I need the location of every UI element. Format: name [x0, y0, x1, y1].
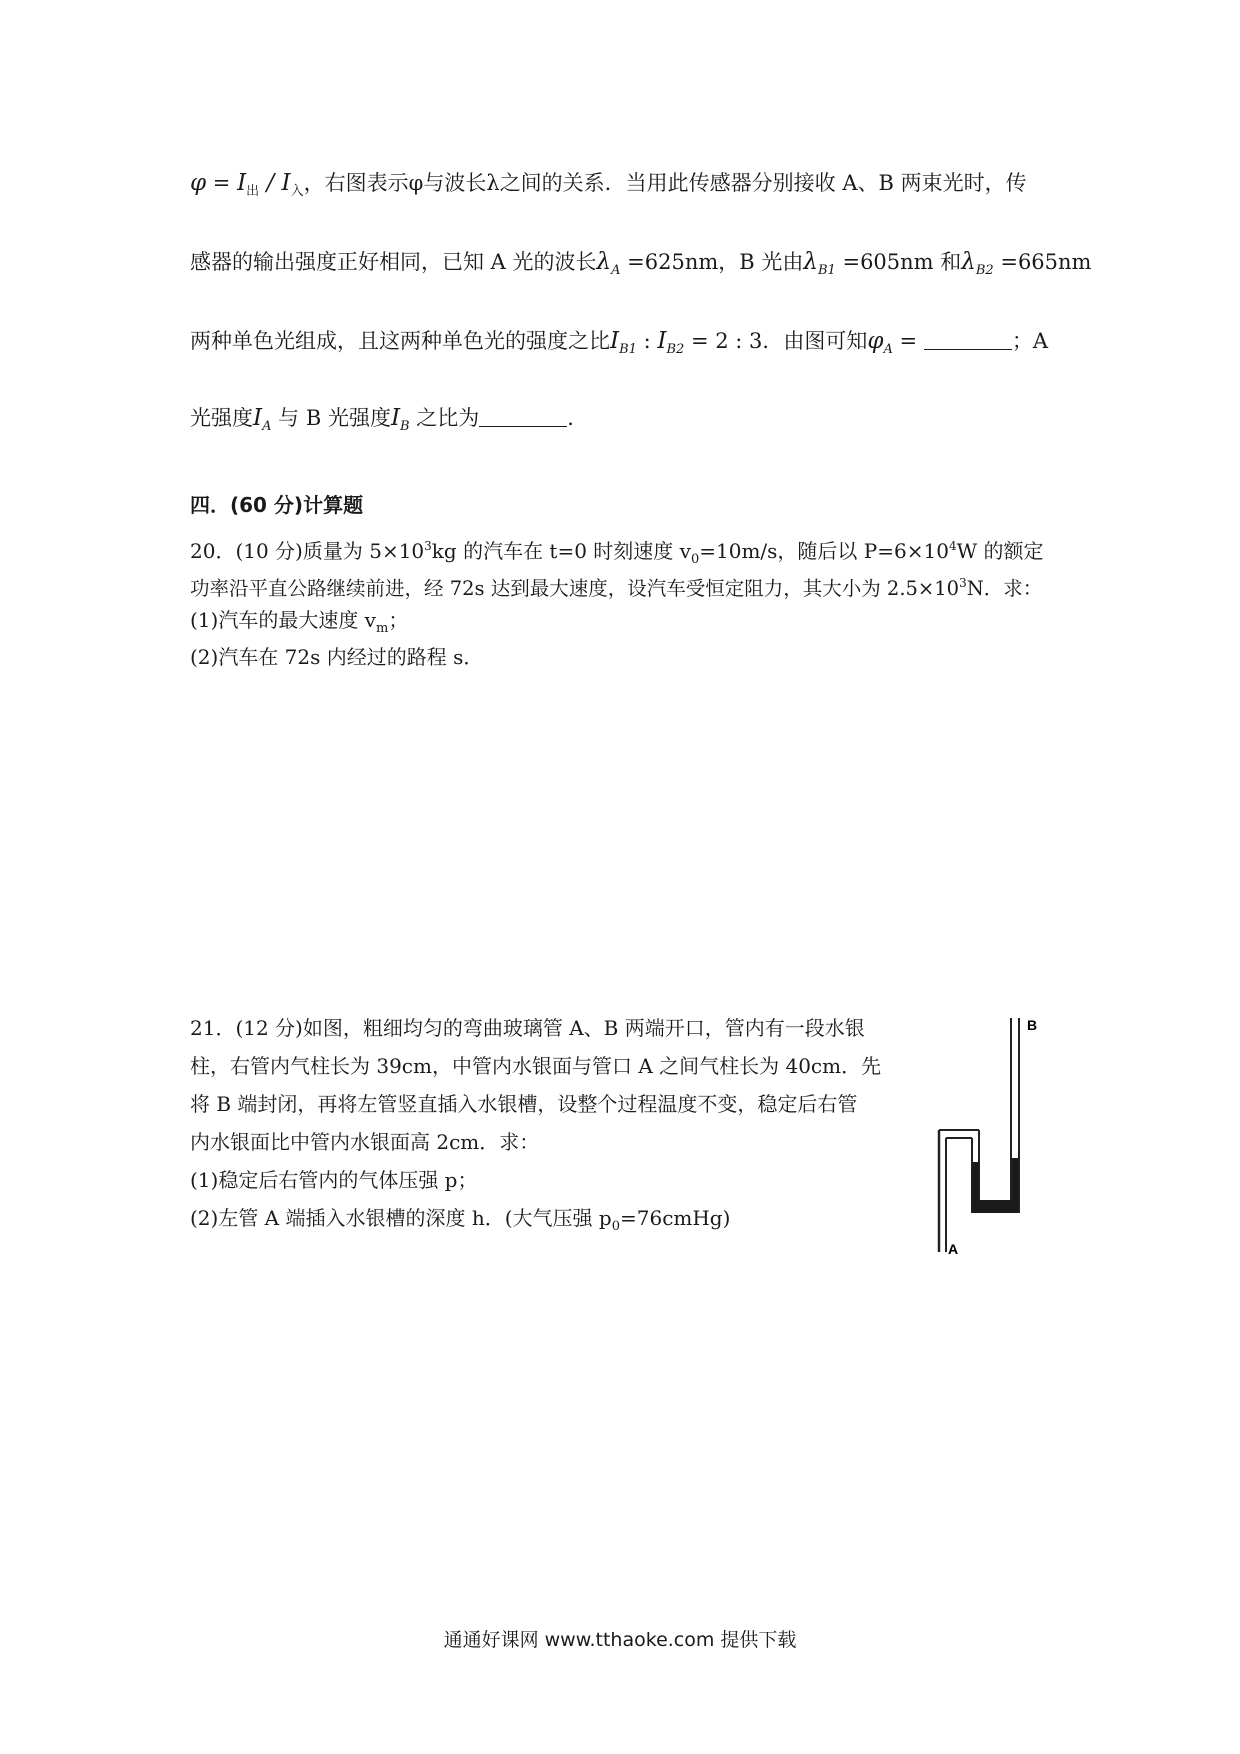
q21-line-6: (2)左管 A 端插入水银槽的深度 h．(大气压强 $p_0=76cmHg$) [190, 1206, 731, 1234]
q21-line-4: 内水银面比中管内水银面高 2cm．求： [190, 1130, 540, 1154]
label-b: B [1027, 1017, 1038, 1033]
answer-blank-phiA[interactable] [924, 329, 1012, 350]
label-a: A [948, 1241, 959, 1257]
answer-blank-ratio[interactable] [479, 406, 567, 427]
q21-line-2: 柱，右管内气柱长为 39cm，中管内水银面与管口 A 之间气柱长为 40cm．先 [190, 1054, 882, 1078]
phi-symbol: φ [190, 170, 207, 196]
u-tube-diagram [935, 1010, 1055, 1260]
q19-line-4: 光强度$I_A$ 与 B 光强度$I_B$ 之比为 . [190, 405, 574, 434]
q20-line-1: 20．(10 分)质量为 $5\times 10^3kg$ 的汽车在 t=0 时刻速度 $v_0=10m/s$，随后以 $P=6\times 10^4W$ 的额定 [190, 539, 1044, 567]
q20-line-3: (1)汽车的最大速度 $v_m$； [190, 608, 409, 636]
footer-source: 通通好课网 www.tthaoke.com 提供下载 [443, 1629, 797, 1651]
q19-line-2: 感器的输出强度正好相同，已知 A 光的波长$\lambda_A =625nm$，B 光由$\lambda_{B1} =605nm$ 和$\lambda_{B2} =665nm$ [190, 249, 1092, 278]
q19-line-1: $\varphi = I_出 / I_入$，右图表示φ与波长λ之间的关系．当用此传感器分别接收 A、B 两束光时，传 [190, 170, 1027, 199]
q21-line-3: 将 B 端封闭，再将左管竖直插入水银槽，设整个过程温度不变，稳定后右管 [190, 1092, 858, 1116]
section-heading: 四．(60 分)计算题 [190, 493, 364, 517]
q21-line-1: 21．(12 分)如图，粗细均匀的弯曲玻璃管 A、B 两端开口，管内有一段水银 [190, 1016, 865, 1040]
q21-line-5: (1)稳定后右管内的气体压强 p； [190, 1168, 478, 1192]
q19-line-3: 两种单色光组成，且这两种单色光的强度之比$I_{B1}$ : $I_{B2} = 2$ : 3．由图可知$\varphi_A$ = ；A [190, 328, 1048, 357]
q20-line-2: 功率沿平直公路继续前进，经 72s 达到最大速度，设汽车受恒定阻力，其大小为 $2.5\times 10^3N$．求： [190, 576, 1043, 600]
q20-line-4: (2)汽车在 72s 内经过的路程 s． [190, 645, 484, 669]
